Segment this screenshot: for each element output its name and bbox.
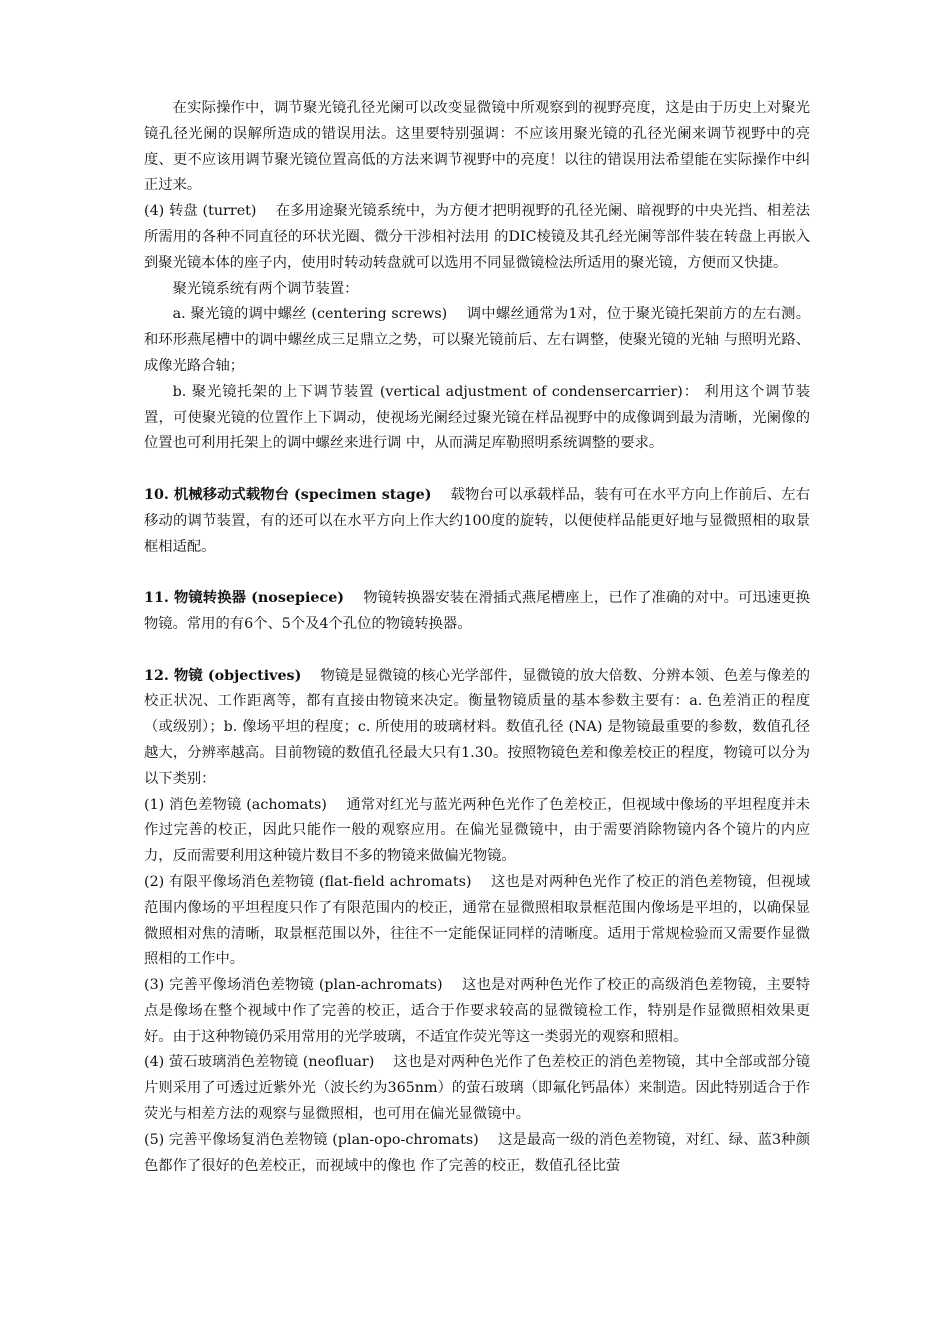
objective-type-flat-field-achromats: (2) 有限平像场消色差物镜 (flat-field achromats) 这也是对两种色光作了校正的消色差物镜，但视域范围内像场的平坦程度只作了有限范围内的校正，通常在显微照相取景框范围内像场是平坦的，以确保显微照相对焦的清晰，取景框范围以外，往往不一定能保证同样的清晰度。适用于常规检验而又需要作显微照相的工作中。 [144,873,810,968]
section-12-heading: 12. 物镜 (objectives) [144,667,302,684]
objective-type-plan-apochromats: (5) 完善平像场复消色差物镜 (plan-opo-chromats) 这是最高一级的消色差物镜，对红、绿、蓝3种颜色都作了很好的色差校正，而视域中的像也 作了完善的校正，数值孔径比萤 [144,1131,810,1174]
section-10-body: 载物台可以承载样品，装有可在水平方向上作前后、左右移动的调节装置，有的还可以在水平方向上作大约100度的旋转，以便使样品能更好地与显微照相的取景框相适配。 [144,486,810,555]
adjustment-b-paragraph: b. 聚光镜托架的上下调节装置 (vertical adjustment of condensercarrier)： 利用这个调节装置，可使聚光镜的位置作上下调动，使视场光阑经过聚光镜在样品视野中的成像调到最为清晰，光阑像的位置也可利用托架上的调中螺丝来进行调 中，从而满足库勒照明系统调整的要求。 [144,383,810,452]
adjustment-a-paragraph: a. 聚光镜的调中螺丝 (centering screws) 调中螺丝通常为1对，位于聚光镜托架前方的左右测。和环形燕尾槽中的调中螺丝成三足鼎立之势，可以聚光镜前后、左右调整，使聚光镜的光轴 与照明光路、成像光路合轴； [144,306,810,374]
section-11-paragraph [144,586,810,638]
turret-paragraph: (4) 转盘 (turret) 在多用途聚光镜系统中，为方便才把明视野的孔径光阑、暗视野的中央光挡、相差法所需用的各种不同直径的环状光圈、微分干涉相衬法用 的DIC棱镜及其孔经光阑等部件装在转盘上再嵌入到聚光镜本体的座子内，使用时转动转盘就可以选用不同显微镜检法所适用的聚光镜，方便而又快捷。 [144,203,810,271]
section-10-heading: 10. 机械移动式载物台 (specimen stage) [144,486,432,503]
section-12-paragraph [144,664,810,793]
section-11-body: 物镜转换器安装在滑插式燕尾槽座上，已作了准确的对中。可迅速更换物镜。常用的有6个、5个及4个孔位的物镜转换器。 [144,590,810,632]
document-page [144,96,810,1179]
section-11-heading: 11. 物镜转换器 (nosepiece) [144,590,345,607]
section-10-paragraph [144,483,810,560]
paragraph-gap [144,638,810,664]
objective-type-achromats: (1) 消色差物镜 (achomats) 通常对红光与蓝光两种色光作了色差校正，但视域中像场的平坦程度并未作过完善的校正，因此只能作一般的观察应用。在偏光显微镜中，由于需要消除物镜内各个镜片的内应力，反而需要利用这种镜片数目不多的物镜来做偏光物镜。 [144,796,810,865]
paragraph-gap [144,560,810,586]
section-12-body: 物镜是显微镜的核心光学部件，显微镜的放大倍数、分辨本领、色差与像差的校正状况、工作距离等，都有直接由物镜来决定。衡量物镜质量的基本参数主要有：a. 色差消正的程度（或级别）；b. 像场平坦的程度；c. 所使用的玻璃材料。数值孔径 (NA) 是物镜最重要的参数，数值孔径越大，分辨率越高。目前物镜的数值孔径最大只有1.30。按照物镜色差和像差校正的程度，物镜可以分为以下类别： [144,667,810,787]
objective-type-plan-achromats: (3) 完善平像场消色差物镜 (plan-achromats) 这也是对两种色光作了校正的高级消色差物镜，主要特点是像场在整个视域中作了完善的校正，适合于作要求较高的显微镜检工作，特别是作显微照相效果更好。由于这种物镜仍采用常用的光学玻璃，不适宜作荧光等这一类弱光的观察和照相。 [144,977,810,1045]
paragraph-gap [144,457,810,483]
adjustment-intro: 聚光镜系统有两个调节装置： [172,280,359,297]
objective-type-neofluar: (4) 萤石玻璃消色差物镜 (neofluar) 这也是对两种色光作了色差校正的消色差物镜，其中全部或部分镜片则采用了可透过近紫外光（波长约为365nm）的萤石玻璃（即氟化钙晶体）来制造。因此特别适合于作荧光与相差方法的观察与显微照相，也可用在偏光显微镜中。 [144,1054,810,1123]
condenser-aperture-paragraph: 在实际操作中，调节聚光镜孔径光阑可以改变显微镜中所观察到的视野亮度，这是由于历史上对聚光镜孔径光阑的误解所造成的错误用法。这里要特别强调：不应该用聚光镜的孔径光阑来调节视野中的亮度、更不应该用调节聚光镜位置高低的方法来调节视野中的亮度！以往的错误用法希望能在实际操作中纠正过来。 [144,100,810,194]
